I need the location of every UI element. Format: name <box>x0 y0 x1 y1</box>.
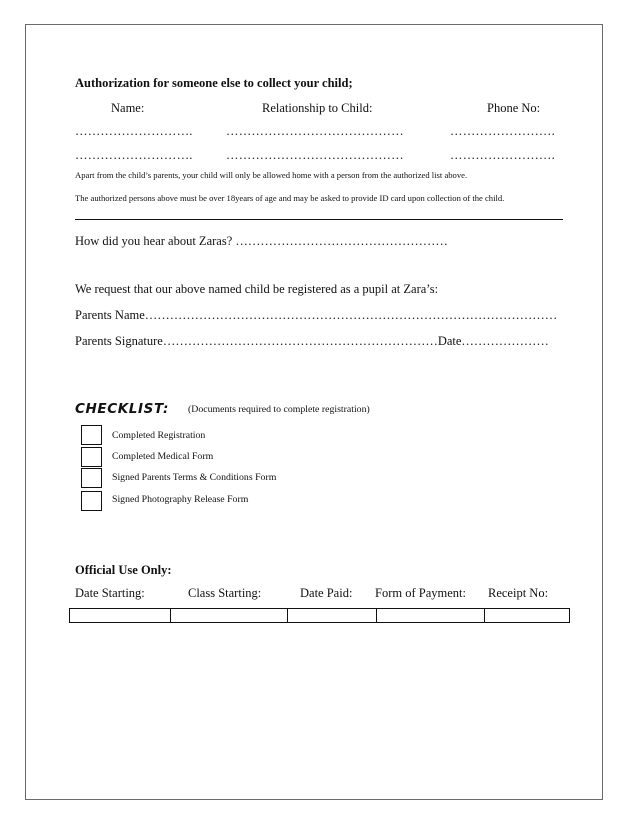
authorization-title: Authorization for someone else to collect your child; <box>75 76 353 90</box>
class-starting-header: Class Starting: <box>188 586 262 600</box>
date-starting-header: Date Starting: <box>75 586 145 600</box>
name-column-header: Name: <box>111 101 145 115</box>
date-paid-header: Date Paid: <box>300 586 353 600</box>
date-starting-cell[interactable] <box>70 609 171 623</box>
signed-terms-conditions-checkbox[interactable] <box>81 468 102 488</box>
authorized-relationship-field-1[interactable]: …………………………………… <box>226 124 404 138</box>
authorized-phone-field-1[interactable]: ……………………. <box>450 124 555 138</box>
section-divider <box>75 219 563 220</box>
signed-terms-conditions-label: Signed Parents Terms & Conditions Form <box>112 472 277 483</box>
checklist-title: CHECKLIST: <box>75 401 170 417</box>
signed-photography-release-label: Signed Photography Release Form <box>112 494 249 505</box>
authorized-name-field-1[interactable]: ………………………. <box>75 124 193 138</box>
official-use-table <box>69 608 570 623</box>
authorization-note-age: The authorized persons above must be over 18years of age and may be asked to provide ID card upon collection of the child. <box>75 193 505 203</box>
class-starting-cell[interactable] <box>171 609 288 623</box>
official-use-title: Official Use Only: <box>75 563 172 577</box>
registration-request: We request that our above named child be registered as a pupil at Zara’s: <box>75 282 439 296</box>
checklist-note: (Documents required to complete registration) <box>188 404 370 415</box>
hear-about-field[interactable]: How did you hear about Zaras? …………………………………………… <box>75 234 448 248</box>
receipt-no-header: Receipt No: <box>488 586 549 600</box>
completed-medical-form-checkbox[interactable] <box>81 447 102 467</box>
authorized-name-field-2[interactable]: ………………………. <box>75 148 193 162</box>
authorized-relationship-field-2[interactable]: …………………………………… <box>226 148 404 162</box>
table-row <box>70 609 570 623</box>
form-of-payment-header: Form of Payment: <box>375 586 466 600</box>
signed-photography-release-checkbox[interactable] <box>81 491 102 511</box>
parents-name-field[interactable]: Parents Name……………………………………………………………………………………… <box>75 308 558 322</box>
completed-medical-form-label: Completed Medical Form <box>112 451 214 462</box>
phone-column-header: Phone No: <box>487 101 541 115</box>
date-paid-cell[interactable] <box>288 609 377 623</box>
form-of-payment-cell[interactable] <box>377 609 485 623</box>
authorization-note-parents: Apart from the child’s parents, your child will only be allowed home with a person from the authorized list above. <box>75 170 468 180</box>
authorized-phone-field-2[interactable]: ……………………. <box>450 148 555 162</box>
completed-registration-checkbox[interactable] <box>81 425 102 445</box>
parents-signature-field[interactable]: Parents Signature…………………………………………………………Date………………… <box>75 334 549 348</box>
completed-registration-label: Completed Registration <box>112 430 206 441</box>
relationship-column-header: Relationship to Child: <box>262 101 373 115</box>
receipt-no-cell[interactable] <box>485 609 570 623</box>
